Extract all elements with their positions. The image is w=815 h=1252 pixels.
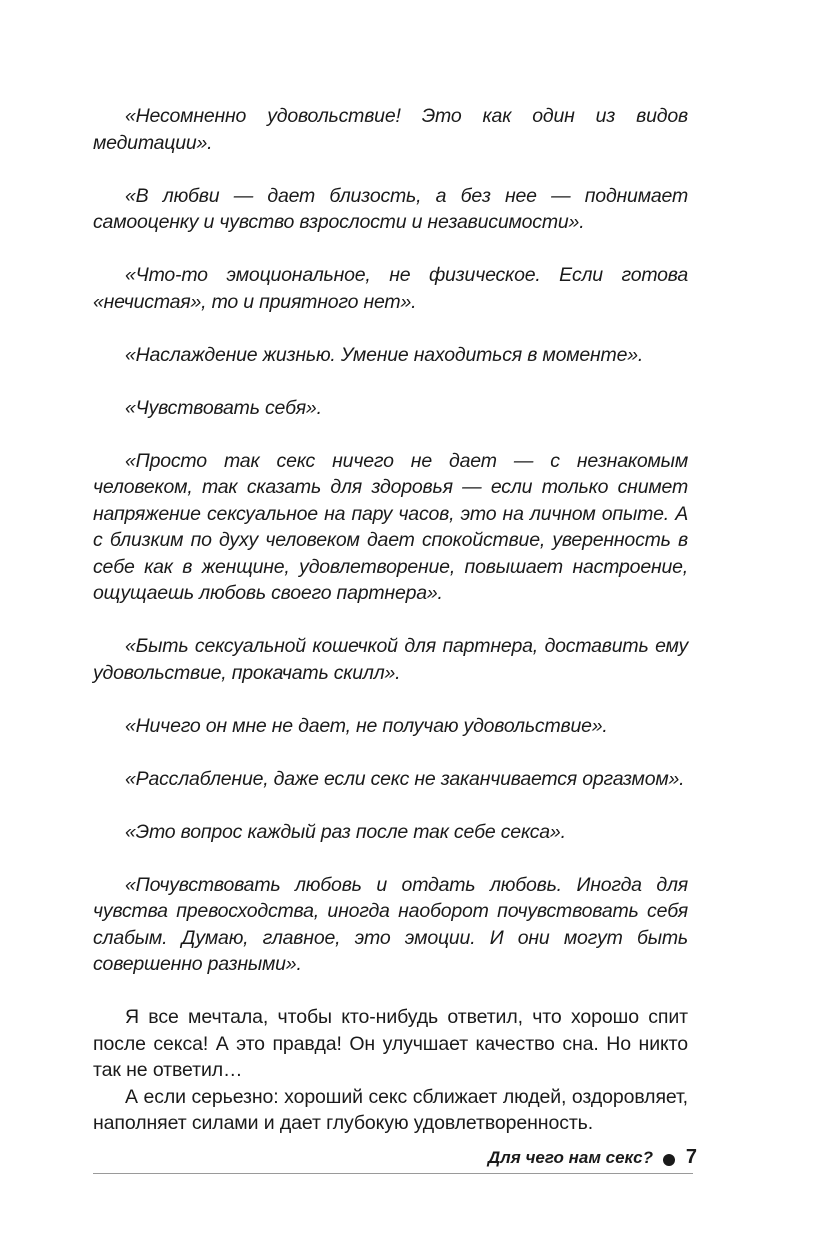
quote: «Расслабление, даже если секс не заканчивается оргазмом». (125, 767, 685, 790)
quote: «Чувствовать себя». (125, 396, 322, 419)
quote: «В любви — дает близость, а без нее — поднимает самооценку и чувство взрослости и независимости». (93, 184, 688, 233)
footer-rule (93, 1173, 693, 1174)
paragraph: Я все мечтала, чтобы кто-нибудь ответил, что хорошо спит после секса! А это правда! Он улучшает качество сна. Но никто так не ответил… (93, 1006, 688, 1081)
page-footer (93, 1140, 697, 1180)
running-title: Для чего нам секс? (487, 1148, 653, 1167)
body-text (93, 103, 688, 1137)
quote: «Ничего он мне не дает, не получаю удовольствие». (125, 714, 608, 737)
paragraph: А если серьезно: хороший секс сближает людей, оздоровляет, наполняет силами и дает глубокую удовлетворенность. (93, 1085, 688, 1134)
quote: «Просто так секс ничего не дает — с незнакомым человеком, так сказать для здоровья — если только снимет напряжение сексуальное на пару часов, это на личном опыте. А с близким по духу человеком дает спокойствие, уверенность в себе как в женщине, удовлетворение, повышает настроение, ощущаешь любовь своего партнера». (93, 449, 688, 604)
quote: «Почувствовать любовь и отдать любовь. Иногда для чувства превосходства, иногда наоборот почувствовать себя слабым. Думаю, главное, это эмоции. И они могут быть совершенно разными». (93, 873, 688, 975)
quote: «Быть сексуальной кошечкой для партнера, доставить ему удовольствие, прокачать скилл». (93, 635, 688, 684)
page-number: 7 (685, 1146, 697, 1168)
quote: «Это вопрос каждый раз после так себе секса». (125, 820, 566, 843)
quote: «Что-то эмоциональное, не физическое. Если готова «нечистая», то и приятного нет». (93, 264, 688, 313)
quote: «Несомненно удовольствие! Это как один из видов медитации». (93, 105, 688, 154)
bullet-dot-icon (663, 1154, 675, 1166)
quote: «Наслаждение жизнью. Умение находиться в моменте». (125, 343, 644, 366)
